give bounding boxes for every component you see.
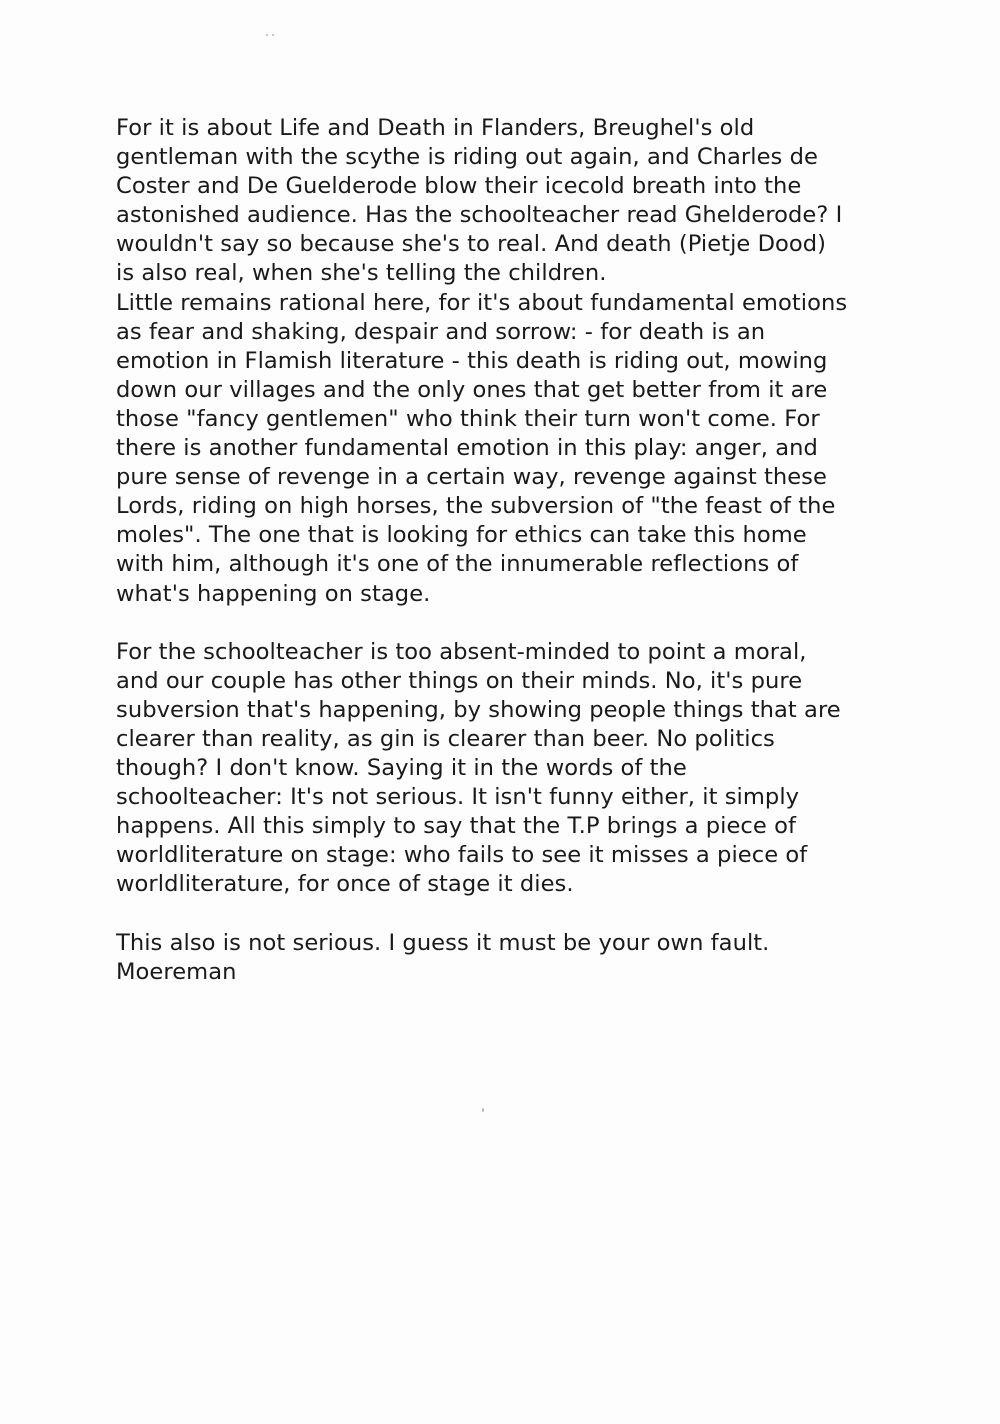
letter-body (116, 114, 916, 987)
scan-speck (266, 34, 268, 36)
text-line: schoolteacher: It's not serious. It isn't funny either, it simply (116, 784, 800, 811)
paragraph-gap (116, 609, 916, 638)
text-line: Little remains rational here, for it's about fundamental emotions (116, 289, 848, 316)
text-line: what's happening on stage. (116, 580, 431, 607)
text-line: For it is about Life and Death in Flanders, Breughel's old (116, 115, 755, 141)
text-line: with him, although it's one of the innumerable reflections of (116, 551, 799, 578)
text-line: emotion in Flamish literature - this death is riding out, mowing (116, 347, 828, 374)
text-line: subversion that's happening, by showing people things that are (116, 696, 841, 723)
text-line: there is another fundamental emotion in this play: anger, and (116, 435, 818, 462)
text-line: worldliterature on stage: who fails to see it misses a piece of (116, 842, 808, 869)
text-line: though? I don't know. Saying it in the words of the (116, 755, 687, 782)
text-line: pure sense of revenge in a certain way, revenge against these (116, 464, 827, 491)
text-line: as fear and shaking, despair and sorrow: - for death is an (116, 318, 766, 345)
text-line: those "fancy gentlemen" who think their turn won't come. For (116, 405, 820, 432)
text-line: moles". The one that is looking for ethics can take this home (116, 522, 807, 549)
text-line: and our couple has other things on their minds. No, it's pure (116, 667, 803, 694)
text-line: worldliterature, for once of stage it dies. (116, 871, 574, 898)
scan-speck (482, 1108, 484, 1112)
scan-speck (272, 34, 274, 36)
text-line: clearer than reality, as gin is clearer than beer. No politics (116, 725, 775, 752)
text-line: This also is not serious. I guess it must be your own fault. (116, 929, 770, 956)
paragraph-gap (116, 900, 916, 929)
text-line: Lords, riding on high horses, the subversion of "the feast of the (116, 493, 836, 520)
text-line: happens. All this simply to say that the T.P brings a piece of (116, 813, 796, 840)
text-line: For the schoolteacher is too absent-minded to point a moral, (116, 638, 807, 665)
signature-name: Moereman (116, 958, 237, 985)
text-line: wouldn't say so because she's to real. And death (Pietje Dood) (116, 231, 827, 258)
text-line: is also real, when she's telling the children. (116, 260, 607, 287)
text-line: down our villages and the only ones that get better from it are (116, 376, 828, 403)
text-line: Coster and De Guelderode blow their icecold breath into the (116, 173, 802, 200)
text-line: gentleman with the scythe is riding out again, and Charles de (116, 144, 818, 171)
text-line: astonished audience. Has the schoolteacher read Ghelderode? I (116, 202, 843, 229)
